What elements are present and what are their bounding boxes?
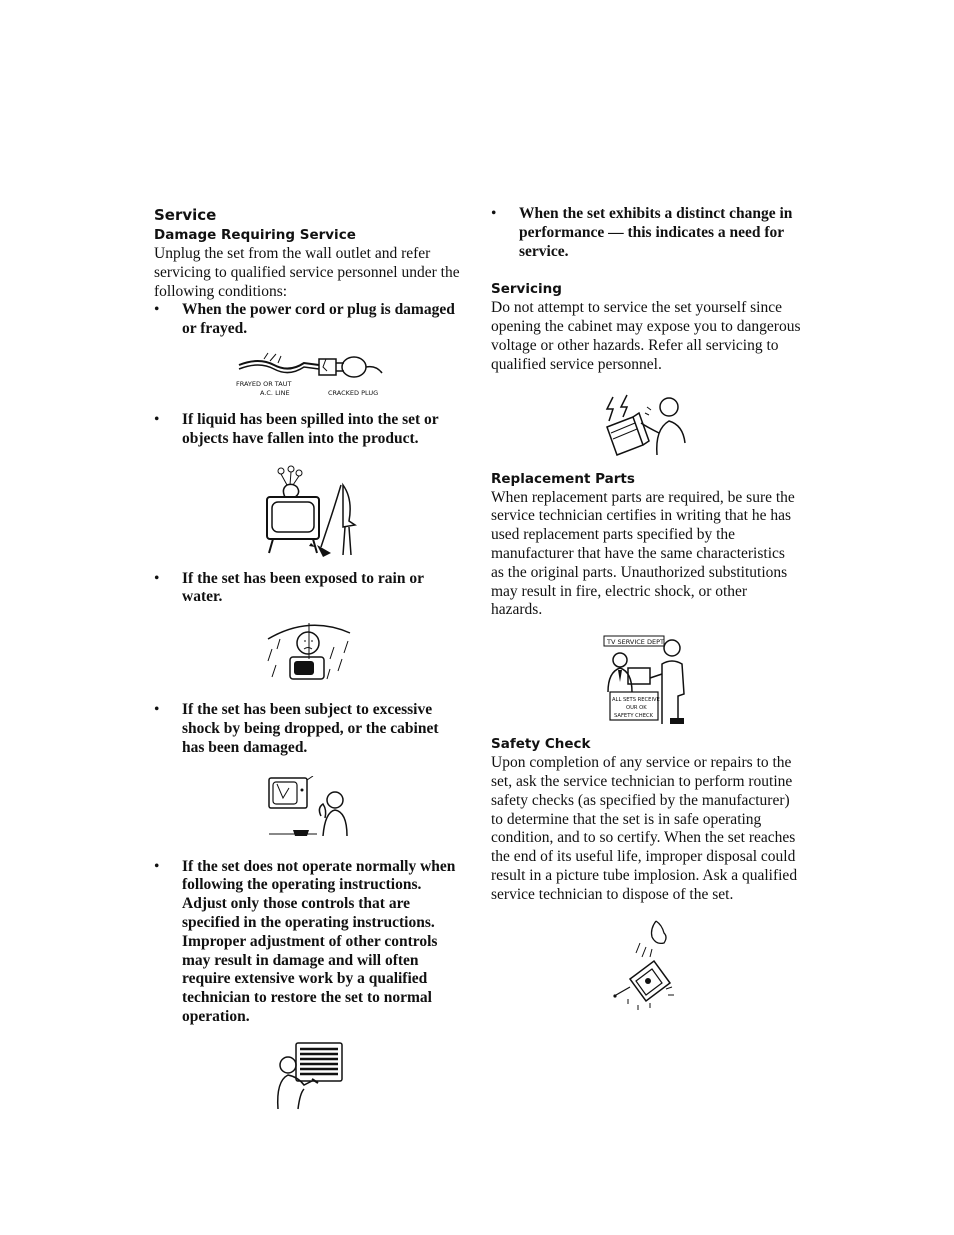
rain-exposure-illustration [264,619,354,687]
fig-label-cracked-plug: CRACKED PLUG [328,388,379,397]
fig-sign-service-dept: TV SERVICE DEPT. [607,638,666,647]
frayed-cord-illustration [234,347,384,399]
dropped-set-illustration [267,776,351,838]
left-column [154,205,464,1111]
bullet-rain: • If the set has been exposed to rain or water. [154,569,424,606]
bullet-shock: • If the set has been subject to excessive shock by being dropped, or the cabinet has been damaged. [154,701,439,756]
safety-check-paragraph: Upon completion of any service or repairs to the set, ask the service technician to perform routine safety checks (as specified by the manufacturer) to determine that the set is in safe operating condition, and to so certify. When the set reaches the end of its useful life, improper disposal could result in a picture tube implosion. Ask a qualified service technician to dispose of the set. [491,754,798,903]
fig-note-line2: OUR OK [626,705,647,712]
spilled-liquid-illustration [259,465,359,560]
disposal-illustration [610,919,682,1011]
intro-paragraph: Unplug the set from the wall outlet and refer servicing to qualified service personnel under the following conditions: [154,245,460,300]
subsection-title-safety-check: Safety Check [491,736,591,753]
service-dept-illustration [602,634,690,726]
fig-note-line3: SAFETY CHECK [614,713,654,720]
bullet-abnormal-operation: • If the set does not operate normally when following the operating instructions. Adjust only those controls that are specified in the operating instructions. Improper adjustment of other controls may result in damage and will often require extensive work by a qualified technician to restore the set to normal operation. [154,857,456,1025]
electric-shock-illustration [603,393,689,457]
bullet-performance-change: • When the set exhibits a distinct change in performance — this indicates a need for service. [491,205,793,260]
bullet-power-cord: • When the power cord or plug is damaged or frayed. [154,301,455,338]
replacement-parts-paragraph: When replacement parts are required, be sure the service technician certifies in writing that he has used replacement parts specified by the manufacturer that have the same characteristics as the original parts. Unauthorized substitutions may result in fire, electric shock, or other hazards. [491,488,795,619]
subsection-title-replacement-parts: Replacement Parts [491,470,635,487]
servicing-paragraph: Do not attempt to service the set yourself since opening the cabinet may expose you to dangerous voltage or other hazards. Refer all servicing to qualified service personnel. [491,299,801,373]
adjusting-controls-illustration [274,1041,344,1111]
bullet-liquid: • If liquid has been spilled into the set or objects have fallen into the product. [154,410,439,447]
fig-label-frayed: FRAYED OR TAUT [236,379,292,388]
right-column [491,205,801,1011]
subsection-title-servicing: Servicing [491,281,562,298]
fig-note-line1: ALL SETS RECEIVE [612,697,660,704]
section-title-service: Service [154,206,217,224]
fig-label-ac-line: A.C. LINE [260,388,290,397]
subsection-title-damage: Damage Requiring Service [154,227,356,243]
